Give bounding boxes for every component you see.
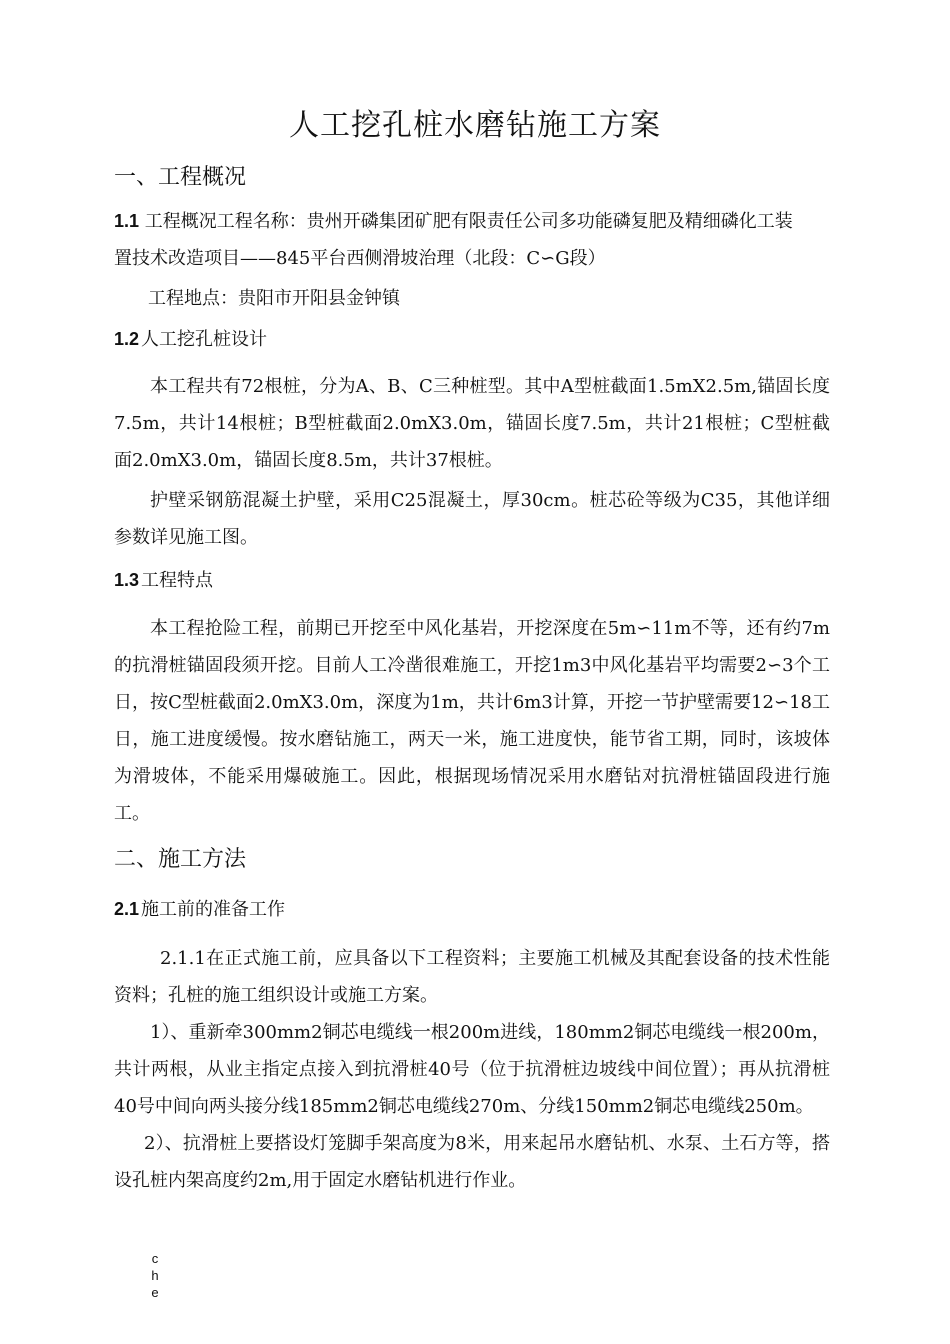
s21-title: 施工前的准备工作 <box>141 899 286 920</box>
s21-heading <box>114 895 285 921</box>
s13-title: 工程特点 <box>141 570 214 591</box>
s13-paragraph-1: 本工程抢险工程，前期已开挖至中风化基岩，开挖深度在5m∽11m不等，还有约7m的抗滑桩锚固段须开挖。目前人工冷凿很难施工，开挖1m3中风化基岩平均需要2∽3个工日，按C型桩截面2.0mX3.0m，深度为1m，共计6m3计算，开挖一节护壁需要12∽18工日，施工进度缓慢。按水磨钻施工，两天一米，施工进度快，能节省工期，同时，该坡体为滑坡体，不能采用爆破施工。因此，根据现场情况采用水磨钻对抗滑桩锚固段进行施工。 <box>114 618 830 824</box>
document-title: 人工挖孔桩水磨钻施工方案 <box>289 108 661 143</box>
s13-heading <box>114 566 213 592</box>
s21-paragraph-2: 1）、重新牵300mm2铜芯电缆线一根200m进线，180mm2铜芯电缆线一根200m，共计两根，从业主指定点接入到抗滑桩40号（位于抗滑桩边坡线中间位置）；再从抗滑桩40号中间向两头接分线185mm2铜芯电缆线270m、分线150mm2铜芯电缆线250m。 <box>114 1022 830 1117</box>
s12-number: 1.2 <box>114 329 140 349</box>
margin-note <box>148 1250 162 1301</box>
margin-note-text: che <box>151 1251 159 1300</box>
s11-line1 <box>114 207 793 233</box>
s12-paragraph-2: 护壁采钢筋混凝土护壁，采用C25混凝土，厚30cm。桩芯砼等级为C35，其他详细参数详见施工图。 <box>114 490 830 548</box>
project-location: 工程地点：贵阳市开阳县金钟镇 <box>148 288 400 309</box>
s21-paragraph-1: 2.1.1在正式施工前，应具备以下工程资料；主要施工机械及其配套设备的技术性能资料；孔桩的施工组织设计或施工方案。 <box>114 948 830 1006</box>
s21-number: 2.1 <box>114 899 140 919</box>
s13-number: 1.3 <box>114 570 140 590</box>
section-heading-overview: 一、工程概况 <box>114 165 247 190</box>
s12-heading <box>114 325 267 351</box>
s21-paragraph-3: 2）、抗滑桩上要搭设灯笼脚手架高度为8米，用来起吊水磨钻机、水泵、土石方等，搭设孔桩内架高度约2m,用于固定水磨钻机进行作业。 <box>114 1133 830 1191</box>
s11-number: 1.1 <box>114 211 140 231</box>
section-heading-method: 二、施工方法 <box>114 847 247 872</box>
s12-paragraph-1: 本工程共有72根桩，分为A、B、C三种桩型。其中A型桩截面1.5mX2.5m,锚固长度7.5m，共计14根桩；B型桩截面2.0mX3.0m，锚固长度7.5m，共计21根桩；C型桩截面2.0mX3.0m，锚固长度8.5m，共计37根桩。 <box>114 376 830 471</box>
s12-title: 人工挖孔桩设计 <box>141 329 268 350</box>
s11-text-line1: 工程概况工程名称：贵州开磷集团矿肥有限责任公司多功能磷复肥及精细磷化工装 <box>144 211 793 232</box>
s11-text-line2: 置技术改造项目——845平台西侧滑坡治理（北段：C∽G段） <box>114 248 606 269</box>
